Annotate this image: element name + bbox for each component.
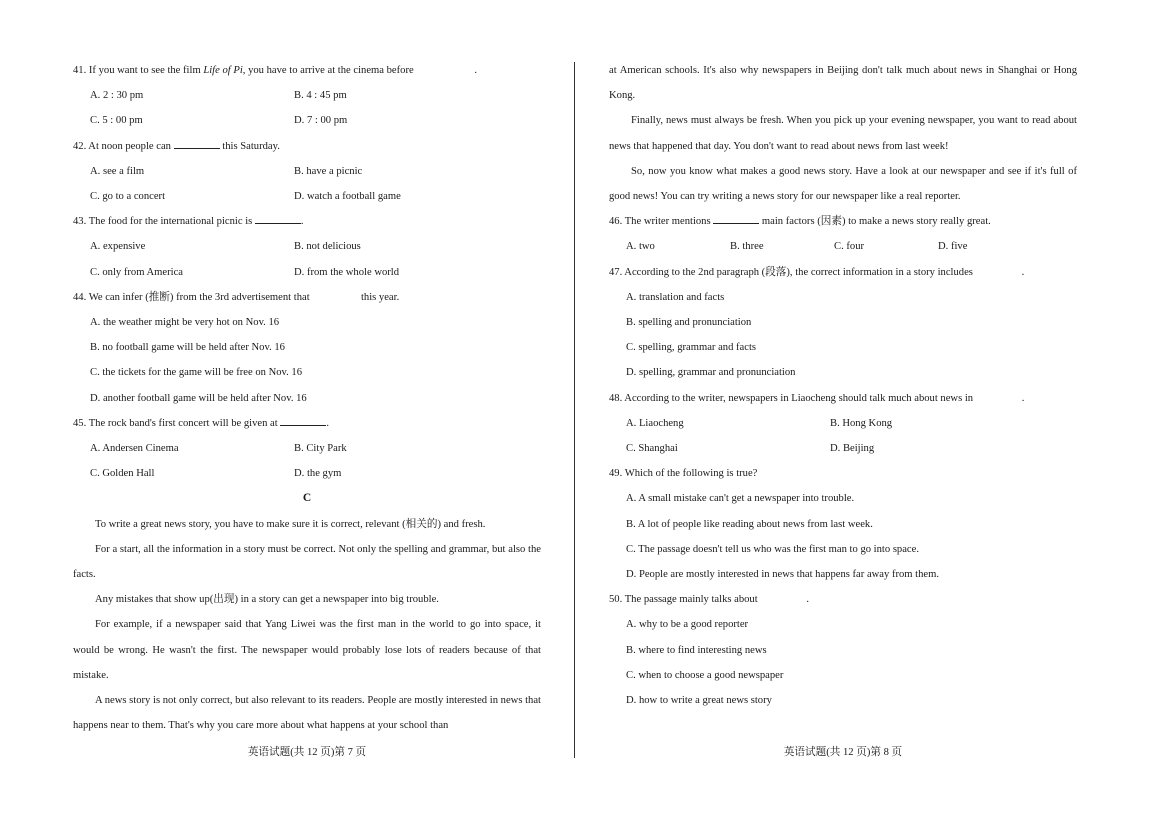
option-b: B. 4 : 45 pm xyxy=(294,90,347,102)
option-a: A. Andersen Cinema xyxy=(90,443,179,455)
question-46: 46. The writer mentions main factors (因素) to make a news story really great. xyxy=(609,209,1077,234)
question-42: 42. At noon people can this Saturday. xyxy=(73,134,541,159)
answer-blank xyxy=(976,265,1022,275)
option-a: A. translation and facts xyxy=(626,291,725,303)
option-a: A. 2 : 30 pm xyxy=(90,90,144,102)
option-d: D. from the whole world xyxy=(294,266,400,278)
option-b: B. have a picnic xyxy=(294,165,363,177)
answer-blank xyxy=(416,63,474,73)
question-45: 45. The rock band's first concert will be given at . xyxy=(73,411,541,436)
column-divider xyxy=(574,62,575,758)
question-43: 43. The food for the international picnic is . xyxy=(73,209,541,234)
answer-blank xyxy=(280,415,326,426)
option-d: D. spelling, grammar and pronunciation xyxy=(626,367,796,379)
question-50: 50. The passage mainly talks about . xyxy=(609,594,809,606)
options-row xyxy=(73,108,541,133)
passage-paragraph: To write a great news story, you have to make sure it is correct, relevant (相关的) and fresh. xyxy=(95,518,486,530)
options-row xyxy=(73,260,541,285)
answer-blank xyxy=(713,213,759,224)
option-c: C. spelling, grammar and facts xyxy=(626,342,757,354)
option-a: A. A small mistake can't get a newspaper into trouble. xyxy=(626,493,855,505)
passage-paragraph-continued: at American schools. It's also why newspapers in Beijing don't talk much about news in Shanghai or Hong Kong. xyxy=(609,65,1077,102)
option-a: A. Liaocheng xyxy=(626,417,684,429)
option-a: A. why to be a good reporter xyxy=(626,619,749,631)
left-column xyxy=(73,58,541,738)
answer-blank xyxy=(760,592,806,602)
option-b: B. Hong Kong xyxy=(830,417,893,429)
right-column xyxy=(609,58,1077,713)
answer-blank xyxy=(976,391,1022,401)
passage-paragraph: Finally, news must always be fresh. When you pick up your evening newspaper, you want to read about news that happened that day. You don't want to read about news from last week! xyxy=(609,115,1077,152)
options-row xyxy=(73,234,541,259)
option-a: A. see a film xyxy=(90,165,145,177)
answer-blank xyxy=(174,138,220,149)
option-c: C. go to a concert xyxy=(90,191,166,203)
option-c: C. only from America xyxy=(90,266,183,278)
option-d: D. the gym xyxy=(294,468,342,480)
option-d: D. watch a football game xyxy=(294,191,401,203)
option-d: D. Beijing xyxy=(830,443,875,455)
question-41: 41. If you want to see the film Life of Pi, you have to arrive at the cinema before . xyxy=(73,65,477,76)
options-row xyxy=(73,461,541,486)
option-c: C. when to choose a good newspaper xyxy=(626,669,784,681)
passage-paragraph: A news story is not only correct, but also relevant to its readers. People are mostly interested in news that happens near to them. That's why you care more about what happens at your school than xyxy=(73,695,541,732)
page-footer-left: 英语试题(共 12 页)第 7 页 xyxy=(247,747,367,758)
page-footer-right: 英语试题(共 12 页)第 8 页 xyxy=(783,747,903,758)
option-c: C. Golden Hall xyxy=(90,468,155,480)
answer-blank xyxy=(255,213,301,224)
option-a: A. expensive xyxy=(90,241,146,253)
option-b: B. City Park xyxy=(294,443,347,455)
option-d: D. 7 : 00 pm xyxy=(294,115,348,127)
options-row xyxy=(73,159,541,184)
section-heading: C xyxy=(302,492,312,505)
question-44: 44. We can infer (推断) from the 3rd advertisement that this year. xyxy=(73,291,400,303)
answer-blank xyxy=(312,290,358,300)
passage-paragraph: For a start, all the information in a story must be correct. Not only the spelling and grammar, but also the facts. xyxy=(73,543,541,581)
option-c: C. 5 : 00 pm xyxy=(90,115,143,127)
option-c: C. the tickets for the game will be free on Nov. 16 xyxy=(90,367,303,379)
option-b: B. A lot of people like reading about news from last week. xyxy=(626,518,873,530)
question-49: 49. Which of the following is true? xyxy=(609,468,758,480)
question-47: 47. According to the 2nd paragraph (段落), the correct information in a story includes . xyxy=(609,266,1025,278)
option-a: A. two xyxy=(626,241,655,253)
options-row xyxy=(73,184,541,209)
option-b: B. where to find interesting news xyxy=(626,644,767,656)
passage-paragraph: Any mistakes that show up(出现) in a story can get a newspaper into big trouble. xyxy=(95,594,439,606)
question-48: 48. According to the writer, newspapers in Liaocheng should talk much about news in . xyxy=(609,392,1025,404)
options-row xyxy=(73,436,541,461)
passage-paragraph: So, now you know what makes a good news story. Have a look at our newspaper and see if it's full of good news! You can try writing a news story for our newspaper like a real reporter. xyxy=(609,165,1077,203)
option-c: C. Shanghai xyxy=(626,443,678,455)
option-a: A. the weather might be very hot on Nov. 16 xyxy=(90,317,280,329)
option-b: B. spelling and pronunciation xyxy=(626,317,752,329)
option-d: D. another football game will be held after Nov. 16 xyxy=(90,392,307,404)
options-row xyxy=(609,411,1077,436)
film-title: Life of Pi xyxy=(203,65,243,76)
option-b: B. no football game will be held after Nov. 16 xyxy=(90,342,285,354)
option-c: C. The passage doesn't tell us who was the first man to go into space. xyxy=(626,543,919,555)
option-d: D. People are mostly interested in news that happens far away from them. xyxy=(626,569,940,581)
options-row xyxy=(609,234,1077,259)
passage-paragraph: For example, if a newspaper said that Yang Liwei was the first man in the world to go into space, it would be wrong. He wasn't the first. The newspaper would probably lose lots of readers because of that mistake. xyxy=(73,619,541,681)
options-row xyxy=(73,83,541,108)
option-d: D. how to write a great news story xyxy=(626,695,772,707)
option-d: D. five xyxy=(938,241,968,253)
option-b: B. not delicious xyxy=(294,241,361,253)
options-row xyxy=(609,436,1077,461)
option-c: C. four xyxy=(834,241,865,253)
option-b: B. three xyxy=(730,241,764,253)
